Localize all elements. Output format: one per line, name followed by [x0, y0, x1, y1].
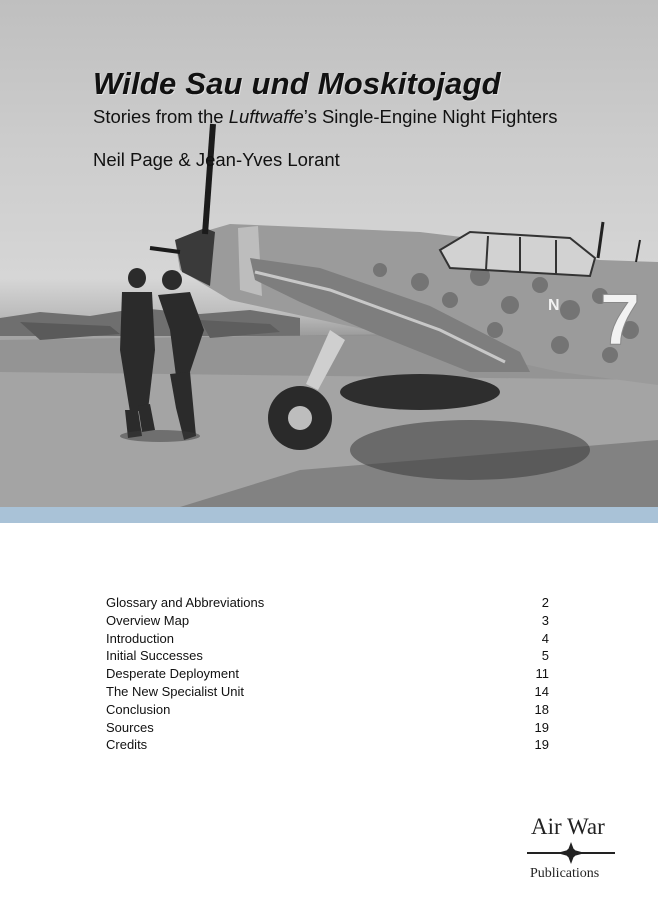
subtitle-italic: Luftwaffe [228, 106, 304, 127]
toc-row[interactable] [106, 594, 549, 612]
logo-line-1: Air War [531, 814, 605, 839]
toc-title: Credits [106, 737, 148, 753]
toc-page: 14 [534, 683, 549, 699]
toc-title: Introduction [106, 630, 174, 646]
toc-page: 18 [534, 701, 549, 717]
toc-title: Desperate Deployment [106, 666, 239, 682]
toc-title: The New Specialist Unit [106, 683, 244, 699]
table-of-contents [106, 594, 549, 754]
toc-title: Glossary and Abbreviations [106, 595, 265, 610]
toc-title: Initial Successes [106, 648, 203, 664]
toc-title: Overview Map [106, 612, 190, 628]
toc-row[interactable] [106, 612, 549, 630]
toc-row[interactable] [106, 665, 549, 683]
tail-number: 7 [600, 280, 641, 360]
toc-page: 19 [534, 737, 549, 753]
toc-row[interactable] [106, 701, 549, 719]
toc-page: 5 [541, 648, 549, 664]
toc-page: 11 [535, 666, 549, 682]
book-title: Wilde Sau und Moskitojagd [93, 66, 501, 101]
subtitle-part-2: ’s Single-Engine Night Fighters [303, 106, 558, 127]
tail-letter: N [548, 297, 560, 314]
toc-row[interactable] [106, 736, 549, 754]
logo-line-2: Publications [530, 866, 600, 881]
toc-row[interactable] [106, 647, 549, 665]
toc-page: 2 [541, 595, 549, 610]
toc-title: Sources [106, 719, 154, 735]
toc-row[interactable] [106, 719, 549, 737]
airplane-icon [527, 842, 615, 864]
toc-page: 3 [541, 612, 549, 628]
toc-page: 19 [534, 719, 549, 735]
toc-page: 4 [541, 630, 549, 646]
book-subtitle [93, 106, 557, 128]
publisher-logo [524, 814, 620, 886]
toc-row[interactable] [106, 630, 549, 648]
toc-title: Conclusion [106, 701, 171, 717]
divider-band [0, 507, 658, 523]
subtitle-part-1: Stories from the [93, 106, 229, 127]
toc-row[interactable] [106, 683, 549, 701]
authors: Neil Page & Jean-Yves Lorant [93, 149, 340, 170]
